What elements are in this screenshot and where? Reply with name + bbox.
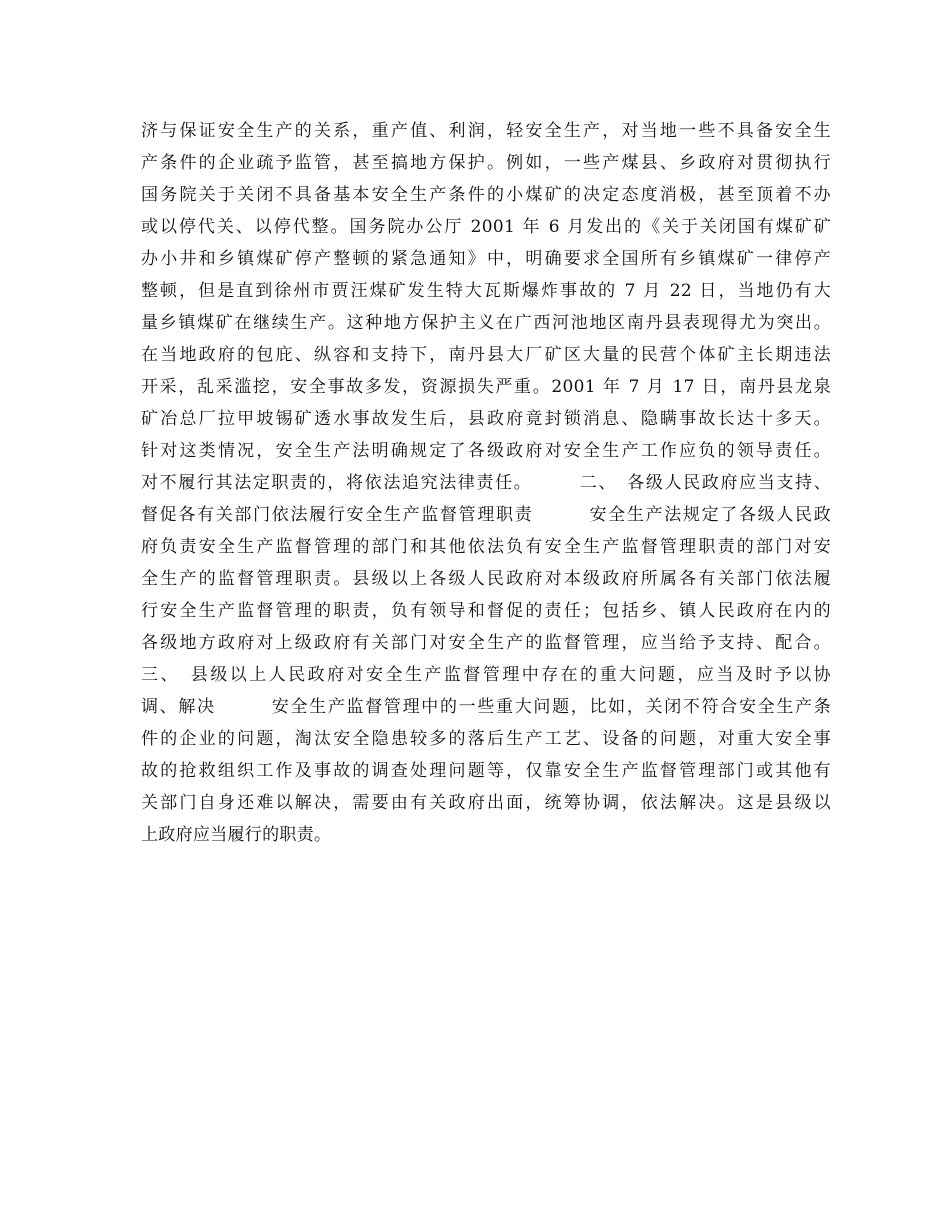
text-line: 行安全生产监督管理的职责，负有领导和督促的责任；包括乡、镇人民政府在内的 <box>141 601 831 621</box>
text-line: 针对这类情况，安全生产法明确规定了各级政府对安全生产工作应负的领导责任。 <box>141 441 831 461</box>
text-line: 开采，乱采滥挖，安全事故多发，资源损失严重。2001 年 7 月 17 日，南丹县龙泉 <box>141 377 831 397</box>
text-line: 三、 县级以上人民政府对安全生产监督管理中存在的重大问题，应当及时予以协 <box>141 665 831 685</box>
text-line: 办小井和乡镇煤矿停产整顿的紧急通知》中，明确要求全国所有乡镇煤矿一律停产 <box>141 249 831 269</box>
text-line: 矿冶总厂拉甲坡锡矿透水事故发生后，县政府竟封锁消息、隐瞒事故长达十多天。 <box>141 409 831 429</box>
text-line: 量乡镇煤矿在继续生产。这种地方保护主义在广西河池地区南丹县表现得尤为突出。 <box>141 313 831 333</box>
text-line: 件的企业的问题，淘汰安全隐患较多的落后生产工艺、设备的问题，对重大安全事 <box>141 729 831 749</box>
text-line: 上政府应当履行的职责。 <box>141 825 332 845</box>
text-line: 督促各有关部门依法履行安全生产监督管理职责 安全生产法规定了各级人民政 <box>141 505 831 525</box>
text-line: 对不履行其法定职责的，将依法追究法律责任。 二、 各级人民政府应当支持、 <box>141 473 831 493</box>
text-line: 各级地方政府对上级政府有关部门对安全生产的监督管理，应当给予支持、配合。 <box>141 633 831 653</box>
text-line: 全生产的监督管理职责。县级以上各级人民政府对本级政府所属各有关部门依法履 <box>141 569 831 589</box>
text-line: 或以停代关、以停代整。国务院办公厅 2001 年 6 月发出的《关于关闭国有煤矿矿 <box>141 217 831 237</box>
text-line: 关部门自身还难以解决，需要由有关政府出面，统筹协调，依法解决。这是县级以 <box>141 793 831 813</box>
body-text <box>141 115 831 851</box>
text-line: 在当地政府的包庇、纵容和支持下，南丹县大厂矿区大量的民营个体矿主长期违法 <box>141 345 831 365</box>
text-line: 国务院关于关闭不具备基本安全生产条件的小煤矿的决定态度消极，甚至顶着不办 <box>141 185 831 205</box>
text-line: 调、解决 安全生产监督管理中的一些重大问题，比如，关闭不符合安全生产条 <box>141 697 831 717</box>
text-line: 故的抢救组织工作及事故的调查处理问题等，仅靠安全生产监督管理部门或其他有 <box>141 761 831 781</box>
text-line: 府负责安全生产监督管理的部门和其他依法负有安全生产监督管理职责的部门对安 <box>141 537 831 557</box>
text-line: 济与保证安全生产的关系，重产值、利润，轻安全生产，对当地一些不具备安全生 <box>141 121 831 141</box>
text-line: 整顿，但是直到徐州市贾汪煤矿发生特大瓦斯爆炸事故的 7 月 22 日，当地仍有大 <box>141 281 831 301</box>
text-line: 产条件的企业疏予监管，甚至搞地方保护。例如，一些产煤县、乡政府对贯彻执行 <box>141 153 831 173</box>
